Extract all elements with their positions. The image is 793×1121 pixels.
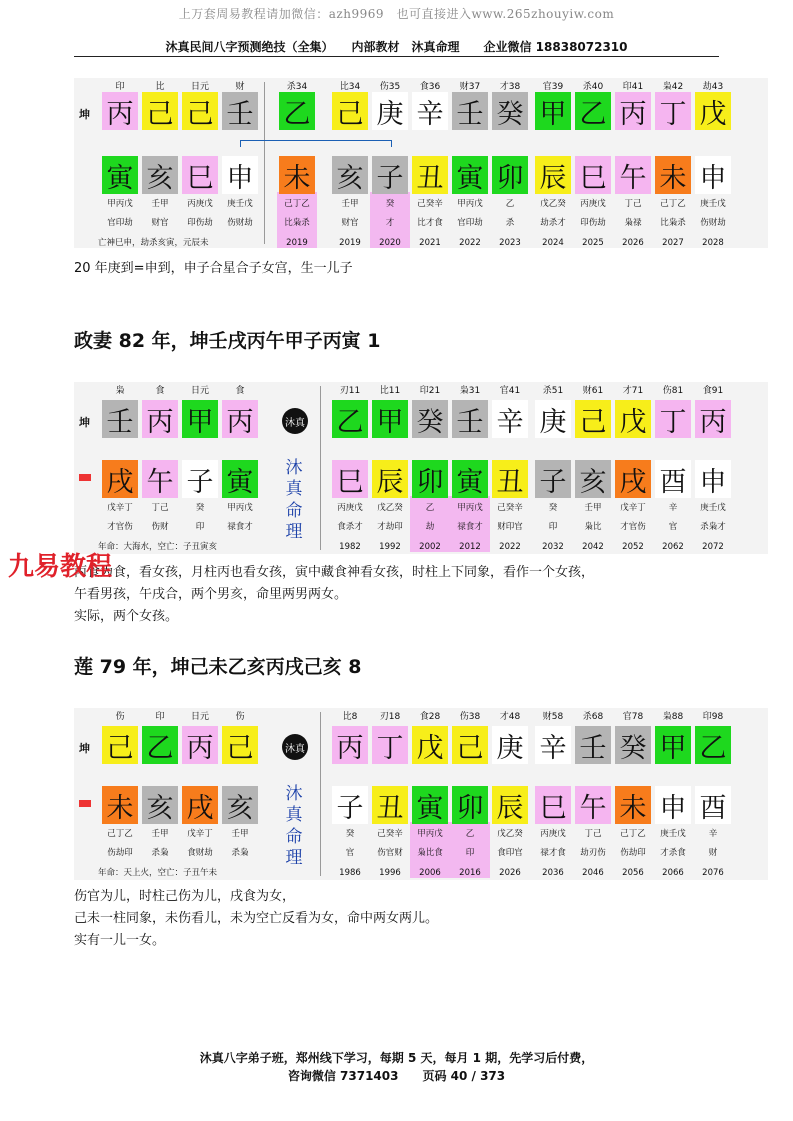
heavenly-stem: 壬 — [452, 400, 488, 438]
earthly-branch: 子 — [535, 460, 571, 498]
hidden-stems: 庚壬戊 — [227, 199, 253, 209]
hidden-stems: 己丁乙 — [620, 829, 646, 839]
heavenly-stem: 庚 — [372, 92, 408, 130]
hidden-stems: 庚壬戊 — [700, 503, 726, 513]
ten-gods-hidden: 才官伤 — [107, 522, 133, 532]
heavenly-stem: 戊 — [412, 726, 448, 764]
earthly-branch: 寅 — [412, 786, 448, 824]
earthly-branch: 丑 — [492, 460, 528, 498]
ten-god-label: 伤 — [115, 712, 125, 722]
case-title-2: 政妻 82 年，坤壬戌丙午甲子丙寅 1 — [74, 330, 381, 352]
earthly-branch: 亥 — [332, 156, 368, 194]
ten-gods-hidden: 枭禄 — [624, 218, 642, 228]
heavenly-stem: 辛 — [535, 726, 571, 764]
vertical-brand-char: 沐 — [285, 784, 303, 804]
ten-god-label: 日元 — [190, 386, 209, 396]
luck-year: 2019 — [339, 238, 361, 248]
hidden-stems: 癸 — [345, 829, 355, 839]
luck-year: 1986 — [339, 868, 361, 878]
hidden-stems: 丙庚戊 — [337, 503, 363, 513]
heavenly-stem: 己 — [102, 726, 138, 764]
ten-gods-hidden: 印伤劫 — [580, 218, 606, 228]
heavenly-stem: 丙 — [142, 400, 178, 438]
heavenly-stem: 己 — [222, 726, 258, 764]
ten-god-label: 杀34 — [286, 82, 308, 92]
earthly-branch: 申 — [655, 786, 691, 824]
earthly-branch: 寅 — [222, 460, 258, 498]
heavenly-stem: 甲 — [535, 92, 571, 130]
footer-line: 沐真八字弟子班，郑州线下学习，每期 5 天，每月 1 期，先学习后付费， — [199, 1051, 594, 1065]
hidden-stems: 己癸辛 — [497, 503, 523, 513]
page-footer — [0, 1049, 793, 1085]
vertical-brand-char: 真 — [285, 479, 303, 500]
footer-line: 咨询微信 7371403 页码 40 / 373 — [287, 1069, 506, 1083]
pillar-separator — [320, 386, 321, 550]
ten-gods-hidden: 财官 — [151, 218, 169, 228]
ten-god-label: 印 — [155, 712, 165, 722]
earthly-branch: 寅 — [452, 156, 488, 194]
ten-god-label: 杀51 — [542, 386, 564, 396]
hidden-stems: 己丁乙 — [660, 199, 686, 209]
luck-year: 2066 — [662, 868, 684, 878]
luck-year: 2020 — [379, 238, 401, 248]
hidden-stems: 壬甲 — [151, 199, 169, 209]
hidden-stems: 壬甲 — [584, 503, 602, 513]
earthly-branch: 戌 — [615, 460, 651, 498]
earthly-branch: 辰 — [535, 156, 571, 194]
hidden-stems: 壬甲 — [341, 199, 359, 209]
ten-god-label: 官78 — [622, 712, 644, 722]
earthly-branch: 巳 — [575, 156, 611, 194]
earthly-branch: 寅 — [102, 156, 138, 194]
analysis-line: 实有一儿一女。 — [74, 933, 166, 948]
heavenly-stem: 癸 — [412, 400, 448, 438]
ten-god-label: 伤 — [235, 712, 245, 722]
ten-god-label: 才38 — [499, 82, 521, 92]
luck-year: 2062 — [662, 542, 684, 552]
hidden-stems: 己丁乙 — [107, 829, 133, 839]
ten-god-label: 比11 — [379, 386, 401, 396]
ten-gods-hidden: 劫杀才 — [540, 218, 566, 228]
ten-god-label: 财 — [235, 82, 245, 92]
ten-gods-hidden: 伤劫印 — [107, 848, 133, 858]
vertical-brand-char: 真 — [285, 805, 303, 826]
combination-connector — [240, 140, 392, 147]
hidden-stems: 丁己 — [584, 829, 602, 839]
luck-year: 2042 — [582, 542, 604, 552]
luck-year: 2024 — [542, 238, 564, 248]
ten-gods-hidden: 才杀食 — [660, 848, 686, 858]
ten-god-label: 财37 — [459, 82, 481, 92]
hidden-stems: 乙 — [425, 503, 435, 513]
earthly-branch: 丑 — [372, 786, 408, 824]
ten-god-label: 比 — [155, 82, 165, 92]
vertical-brand-char: 沐 — [285, 458, 303, 478]
heavenly-stem: 癸 — [492, 92, 528, 130]
ten-gods-hidden: 官印劫 — [107, 218, 133, 228]
ten-gods-hidden: 比才食 — [417, 218, 443, 228]
earthly-branch: 戌 — [102, 460, 138, 498]
hidden-stems: 癸 — [548, 503, 558, 513]
ten-gods-hidden: 食杀才 — [337, 522, 363, 532]
earthly-branch: 辰 — [492, 786, 528, 824]
ten-gods-hidden: 食印官 — [497, 848, 523, 858]
hidden-stems: 癸 — [195, 503, 205, 513]
luck-year: 2026 — [499, 868, 521, 878]
hidden-stems: 甲丙戊 — [457, 503, 483, 513]
ten-gods-hidden: 官印劫 — [457, 218, 483, 228]
luck-year: 2072 — [702, 542, 724, 552]
hidden-stems: 壬甲 — [231, 829, 249, 839]
luck-year: 2076 — [702, 868, 724, 878]
analysis-text-1: 20 年庚到=申到，申子合星合子女宫，生一儿子 — [74, 261, 353, 276]
analysis-text-2 — [74, 562, 594, 628]
earthly-branch: 申 — [222, 156, 258, 194]
earthly-branch: 酉 — [655, 460, 691, 498]
earthly-branch: 亥 — [222, 786, 258, 824]
hidden-stems: 甲丙戊 — [417, 829, 443, 839]
ten-gods-hidden: 枭比 — [584, 522, 602, 532]
hidden-stems: 丙庚戊 — [187, 199, 213, 209]
heavenly-stem: 丙 — [695, 400, 731, 438]
ten-gods-hidden: 财官 — [341, 218, 359, 228]
ten-god-label: 才48 — [499, 712, 521, 722]
earthly-branch: 巳 — [332, 460, 368, 498]
ten-gods-hidden: 财印官 — [497, 522, 523, 532]
heavenly-stem: 己 — [452, 726, 488, 764]
ten-gods-hidden: 杀 — [505, 218, 515, 228]
earthly-branch: 丑 — [412, 156, 448, 194]
hidden-stems: 戊辛丁 — [187, 829, 213, 839]
earthly-branch: 卯 — [412, 460, 448, 498]
heavenly-stem: 甲 — [372, 400, 408, 438]
earthly-branch: 卯 — [452, 786, 488, 824]
earthly-branch: 午 — [142, 460, 178, 498]
hidden-stems: 壬甲 — [151, 829, 169, 839]
ten-god-label: 比34 — [339, 82, 361, 92]
heavenly-stem: 乙 — [695, 726, 731, 764]
luck-year: 2021 — [419, 238, 441, 248]
analysis-line: 伤官为儿，时柱己伤为儿，戌食为女， — [74, 889, 296, 904]
heavenly-stem: 乙 — [279, 92, 315, 130]
earthly-branch: 卯 — [492, 156, 528, 194]
earthly-branch: 未 — [279, 156, 315, 194]
heavenly-stem: 壬 — [575, 726, 611, 764]
vertical-brand-char: 命 — [285, 826, 303, 847]
hidden-stems: 甲丙戊 — [107, 199, 133, 209]
luck-year: 2027 — [662, 238, 684, 248]
ten-god-label: 枭31 — [459, 386, 481, 396]
heavenly-stem: 丙 — [332, 726, 368, 764]
ten-gods-hidden: 才劫印 — [377, 522, 403, 532]
earthly-branch: 午 — [575, 786, 611, 824]
chart-note: 年命：大海水，空亡：子丑寅亥 — [98, 542, 218, 552]
heavenly-stem: 庚 — [492, 726, 528, 764]
earthly-branch: 寅 — [452, 460, 488, 498]
hidden-stems: 戊辛丁 — [620, 503, 646, 513]
ten-gods-hidden: 财 — [708, 848, 718, 858]
ten-god-label: 财58 — [542, 712, 564, 722]
luck-year: 2006 — [419, 868, 441, 878]
earthly-branch: 子 — [372, 156, 408, 194]
ten-gods-hidden: 印 — [465, 848, 475, 858]
vertical-brand — [280, 784, 308, 869]
ten-gods-hidden: 印 — [548, 522, 558, 532]
luck-year: 2002 — [419, 542, 441, 552]
bazi-chart-2 — [74, 382, 768, 554]
ten-god-label: 比8 — [342, 712, 358, 722]
heavenly-stem: 癸 — [615, 726, 651, 764]
hidden-stems: 乙 — [505, 199, 515, 209]
earthly-branch: 巳 — [535, 786, 571, 824]
heavenly-stem: 辛 — [412, 92, 448, 130]
heavenly-stem: 丁 — [372, 726, 408, 764]
ten-god-label: 日元 — [190, 712, 209, 722]
earthly-branch: 未 — [615, 786, 651, 824]
heavenly-stem: 乙 — [575, 92, 611, 130]
ten-god-label: 伤81 — [662, 386, 684, 396]
ten-god-label: 刃18 — [379, 712, 401, 722]
ten-god-label: 杀68 — [582, 712, 604, 722]
luck-year: 2019 — [286, 238, 308, 248]
heavenly-stem: 己 — [142, 92, 178, 130]
heavenly-stem: 辛 — [492, 400, 528, 438]
analysis-line: 实际，两个女孩。 — [74, 609, 179, 624]
page-header: 沐真民间八字预测绝技（全集） 内部教材 沐真命理 企业微信 18838072310 — [74, 38, 719, 57]
ten-god-label: 劫43 — [702, 82, 724, 92]
vertical-brand-char: 理 — [285, 847, 303, 868]
ten-gods-hidden: 官 — [668, 522, 678, 532]
earthly-branch: 亥 — [575, 460, 611, 498]
heavenly-stem: 丙 — [182, 726, 218, 764]
luck-year: 2023 — [499, 238, 521, 248]
bazi-chart-3 — [74, 708, 768, 880]
heavenly-stem: 丙 — [222, 400, 258, 438]
heavenly-stem: 丙 — [102, 92, 138, 130]
ten-gods-hidden: 劫 — [425, 522, 435, 532]
heavenly-stem: 丙 — [615, 92, 651, 130]
ten-god-label: 食91 — [702, 386, 724, 396]
earthly-branch: 子 — [332, 786, 368, 824]
hidden-stems: 甲丙戊 — [227, 503, 253, 513]
ten-gods-hidden: 印 — [195, 522, 205, 532]
luck-year: 1992 — [379, 542, 401, 552]
hidden-stems: 甲丙戊 — [457, 199, 483, 209]
ten-gods-hidden: 比枭杀 — [284, 218, 310, 228]
brand-overlay: 九易教程 — [8, 552, 113, 582]
ten-gods-hidden: 才官伤 — [620, 522, 646, 532]
ten-gods-hidden: 比枭杀 — [660, 218, 686, 228]
luck-year: 2012 — [459, 542, 481, 552]
ten-god-label: 食28 — [419, 712, 441, 722]
heavenly-stem: 丁 — [655, 92, 691, 130]
heavenly-stem: 甲 — [182, 400, 218, 438]
ten-gods-hidden: 食财劫 — [187, 848, 213, 858]
logo-icon: 沐真 — [282, 408, 308, 434]
luck-year: 2036 — [542, 868, 564, 878]
ten-god-label: 官39 — [542, 82, 564, 92]
earthly-branch: 亥 — [142, 786, 178, 824]
vertical-brand — [280, 458, 308, 543]
analysis-line: 丙食为食，看女孩，月柱丙也看女孩，寅中藏食神看女孩，时柱上下同象，看作一个女孩， — [74, 565, 595, 580]
luck-year: 1996 — [379, 868, 401, 878]
ten-god-label: 印 — [115, 82, 125, 92]
luck-year: 1982 — [339, 542, 361, 552]
hidden-stems: 庚壬戊 — [700, 199, 726, 209]
heavenly-stem: 庚 — [535, 400, 571, 438]
ten-gods-hidden: 枭比食 — [417, 848, 443, 858]
pillar-separator — [264, 82, 265, 244]
ten-gods-hidden: 伤财劫 — [700, 218, 726, 228]
ten-god-label: 伤38 — [459, 712, 481, 722]
analysis-line: 午看男孩，午戌合，两个男亥，命里两男两女。 — [74, 587, 348, 602]
ten-gods-hidden: 劫刃伤 — [580, 848, 606, 858]
earthly-branch: 亥 — [142, 156, 178, 194]
ten-gods-hidden: 伤官财 — [377, 848, 403, 858]
hidden-stems: 辛 — [708, 829, 718, 839]
ten-gods-hidden: 杀枭 — [151, 848, 169, 858]
ten-god-label: 日元 — [190, 82, 209, 92]
hidden-stems: 丁己 — [151, 503, 169, 513]
gender-label: 坤 — [79, 416, 90, 429]
heavenly-stem: 甲 — [655, 726, 691, 764]
luck-year: 2025 — [582, 238, 604, 248]
gender-label: 坤 — [79, 108, 90, 121]
ten-gods-hidden: 伤财劫 — [227, 218, 253, 228]
hidden-stems: 己丁乙 — [284, 199, 310, 209]
luck-year: 2028 — [702, 238, 724, 248]
heavenly-stem: 己 — [332, 92, 368, 130]
analysis-line: 己未一柱同象，未伤看儿，未为空亡反看为女，命中两女两儿。 — [74, 911, 439, 926]
ten-gods-hidden: 伤财 — [151, 522, 169, 532]
gender-label: 坤 — [79, 742, 90, 755]
ten-god-label: 枭88 — [662, 712, 684, 722]
luck-year: 2032 — [542, 542, 564, 552]
red-tag — [79, 474, 91, 481]
ten-god-label: 伤35 — [379, 82, 401, 92]
ten-god-label: 才71 — [622, 386, 644, 396]
hidden-stems: 戊乙癸 — [540, 199, 566, 209]
luck-year: 2022 — [499, 542, 521, 552]
ten-god-label: 食 — [235, 386, 245, 396]
hidden-stems: 丁己 — [624, 199, 642, 209]
heavenly-stem: 己 — [182, 92, 218, 130]
hidden-stems: 丙庚戊 — [580, 199, 606, 209]
luck-year: 2056 — [622, 868, 644, 878]
earthly-branch: 申 — [695, 156, 731, 194]
heavenly-stem: 己 — [575, 400, 611, 438]
ten-gods-hidden: 禄食才 — [457, 522, 483, 532]
ten-god-label: 印41 — [622, 82, 644, 92]
ten-god-label: 枭 — [115, 386, 125, 396]
heavenly-stem: 壬 — [222, 92, 258, 130]
luck-year: 2026 — [622, 238, 644, 248]
earthly-branch: 巳 — [182, 156, 218, 194]
luck-year: 2052 — [622, 542, 644, 552]
heavenly-stem: 乙 — [142, 726, 178, 764]
earthly-branch: 申 — [695, 460, 731, 498]
hidden-stems: 戊乙癸 — [377, 503, 403, 513]
heavenly-stem: 戊 — [695, 92, 731, 130]
hidden-stems: 丙庚戊 — [540, 829, 566, 839]
heavenly-stem: 乙 — [332, 400, 368, 438]
logo-icon: 沐真 — [282, 734, 308, 760]
earthly-branch: 子 — [182, 460, 218, 498]
hidden-stems: 己癸辛 — [377, 829, 403, 839]
ten-gods-hidden: 杀枭 — [231, 848, 249, 858]
ten-god-label: 枭42 — [662, 82, 684, 92]
earthly-branch: 午 — [615, 156, 651, 194]
luck-year: 2022 — [459, 238, 481, 248]
ten-gods-hidden: 官 — [345, 848, 355, 858]
ten-god-label: 印21 — [419, 386, 441, 396]
ten-gods-hidden: 印伤劫 — [187, 218, 213, 228]
earthly-branch: 未 — [655, 156, 691, 194]
ten-god-label: 财61 — [582, 386, 604, 396]
earthly-branch: 酉 — [695, 786, 731, 824]
watermark-top: 上万套周易教程请加微信：azh9969 也可直接进入www.265zhouyiw.com — [178, 7, 615, 21]
ten-gods-hidden: 才 — [385, 218, 395, 228]
ten-god-label: 印98 — [702, 712, 724, 722]
heavenly-stem: 丁 — [655, 400, 691, 438]
heavenly-stem: 壬 — [102, 400, 138, 438]
case-title-3: 莲 79 年，坤己未乙亥丙戌己亥 8 — [74, 656, 362, 678]
earthly-branch: 未 — [102, 786, 138, 824]
hidden-stems: 癸 — [385, 199, 395, 209]
hidden-stems: 辛 — [668, 503, 678, 513]
chart-note: 年命：天上火，空亡：子丑午未 — [98, 868, 218, 878]
ten-gods-hidden: 禄食才 — [227, 522, 253, 532]
hidden-stems: 乙 — [465, 829, 475, 839]
hidden-stems: 庚壬戊 — [660, 829, 686, 839]
hidden-stems: 戊乙癸 — [497, 829, 523, 839]
earthly-branch: 戌 — [182, 786, 218, 824]
ten-gods-hidden: 伤劫印 — [620, 848, 646, 858]
hidden-stems: 戊辛丁 — [107, 503, 133, 513]
heavenly-stem: 壬 — [452, 92, 488, 130]
hidden-stems: 己癸辛 — [417, 199, 443, 209]
luck-year: 2046 — [582, 868, 604, 878]
ten-god-label: 官41 — [499, 386, 521, 396]
analysis-text-3 — [74, 886, 438, 952]
red-tag — [79, 800, 91, 807]
pillar-separator — [320, 712, 321, 876]
ten-gods-hidden: 禄才食 — [540, 848, 566, 858]
ten-gods-hidden: 杀枭才 — [700, 522, 726, 532]
luck-year: 2016 — [459, 868, 481, 878]
vertical-brand-char: 理 — [285, 521, 303, 542]
ten-god-label: 食36 — [419, 82, 441, 92]
vertical-brand-char: 命 — [285, 500, 303, 521]
heavenly-stem: 戊 — [615, 400, 651, 438]
earthly-branch: 辰 — [372, 460, 408, 498]
bazi-chart-1 — [74, 78, 768, 248]
ten-god-label: 杀40 — [582, 82, 604, 92]
ten-god-label: 刃11 — [339, 386, 361, 396]
chart-note: 亡神巳申，劫杀亥寅，元辰未 — [98, 238, 209, 248]
ten-god-label: 食 — [155, 386, 165, 396]
